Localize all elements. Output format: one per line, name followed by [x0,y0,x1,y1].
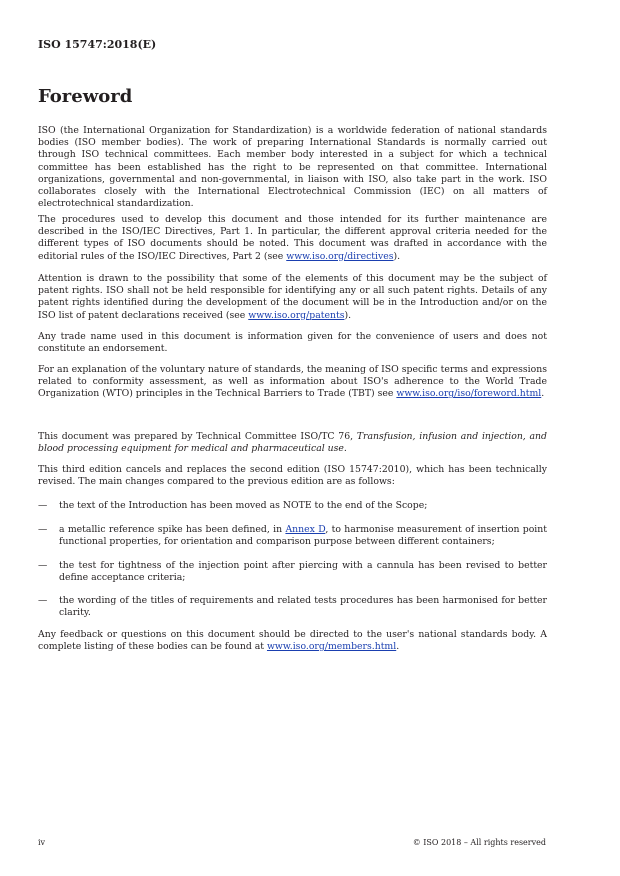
paragraph-trade-name: Any trade name used in this document is information given for the convenience of users and does not constitute an endorsement. [38,331,547,355]
list-item-text: the wording of the titles of requirements and related tests procedures has been harmonised for better clarity. [59,595,547,619]
members-link[interactable]: www.iso.org/members.html [266,641,397,653]
list-item-text: a metallic reference spike has been defined, in [59,524,286,535]
document-id-header: ISO 15747:2018(E) [38,38,157,51]
change-list-item [38,500,547,512]
paragraph-text: Attention is drawn to the possibility that some of the elements of this document may be the subject of patent rights. ISO shall not be held responsible for identifying any or all such patent rights. Details of any patent rights identified during the development of the document will be in the Introduction and/or on the ISO list of patent declarations received (see [38,273,547,321]
foreword-link[interactable]: www.iso.org/iso/foreword.html [396,388,542,400]
copyright-notice: © ISO 2018 – All rights reserved [412,838,546,847]
change-list-item [38,595,547,619]
paragraph-text: ). [393,250,401,262]
change-list-item [38,560,547,584]
dash-bullet: — [38,560,48,571]
paragraph-text: Any feedback or questions on this document should be directed to the user's national standards body. A complete listing of these bodies can be found at [38,629,547,653]
list-item-text: the test for tightness of the injection point after piercing with a cannula has been revised to better define acceptance criteria; [59,560,547,584]
paragraph-voluntary-nature [38,364,547,401]
paragraph-procedures [38,214,547,263]
paragraph-text: ). [344,309,352,321]
dash-bullet: — [38,595,48,606]
dash-bullet: — [38,500,48,511]
paragraph-edition: This third edition cancels and replaces the second edition (ISO 15747:2010), which has been technically revised. The main changes compared to the previous edition are as follows: [38,464,547,488]
patents-link[interactable]: www.iso.org/patents [248,309,345,321]
paragraph-text: This document was prepared by Technical Committee ISO/TC 76, [38,431,357,442]
paragraph-committee [38,431,547,455]
page-number: iv [38,838,46,847]
paragraph-text: The procedures used to develop this document and those intended for its further maintenance are described in the ISO/IEC Directives, Part 1. In particular, the different approval criteria needed for the different types of ISO documents should be noted. This document was drafted in accordance with the editorial rules of the ISO/IEC Directives, Part 2 (see [38,214,547,262]
change-list-item [38,524,547,548]
paragraph-iso-intro: ISO (the International Organization for Standardization) is a worldwide federation of national standards bodies (ISO member bodies). The work of preparing International Standards is normally carried out through ISO technical committees. Each member body interested in a subject for which a technical committee has been established has the right to be represented on that committee. International organizations, governmental and non-governmental, in liaison with ISO, also take part in the work. ISO collaborates closely with the International Electrotechnical Commission (IEC) on all matters of electrotechnical standardization. [38,125,547,210]
paragraph-text: . [343,443,347,455]
list-item-text: , to harmonise measurement of insertion point functional properties, for orientation and comparison purpose between different containers; [59,524,547,548]
paragraph-text: . [396,641,400,653]
annex-d-link[interactable]: Annex D [285,524,326,535]
page-title: Foreword [38,86,133,107]
paragraph-text: For an explanation of the voluntary nature of standards, the meaning of ISO specific terms and expressions related to conformity assessment, as well as information about ISO's adherence to the World Trade Organization (WTO) principles in the Technical Barriers to Trade (TBT) see [38,364,547,400]
paragraph-patents [38,273,547,322]
paragraph-feedback [38,629,547,653]
dash-bullet: — [38,524,48,535]
committee-title: Transfusion, infusion and injection, and blood processing equipment for medical and pharmaceutical use [38,431,547,455]
list-item-text: the text of the Introduction has been moved as NOTE to the end of the Scope; [59,500,428,511]
paragraph-text: . [541,388,545,400]
directives-link[interactable]: www.iso.org/directives [286,250,394,262]
